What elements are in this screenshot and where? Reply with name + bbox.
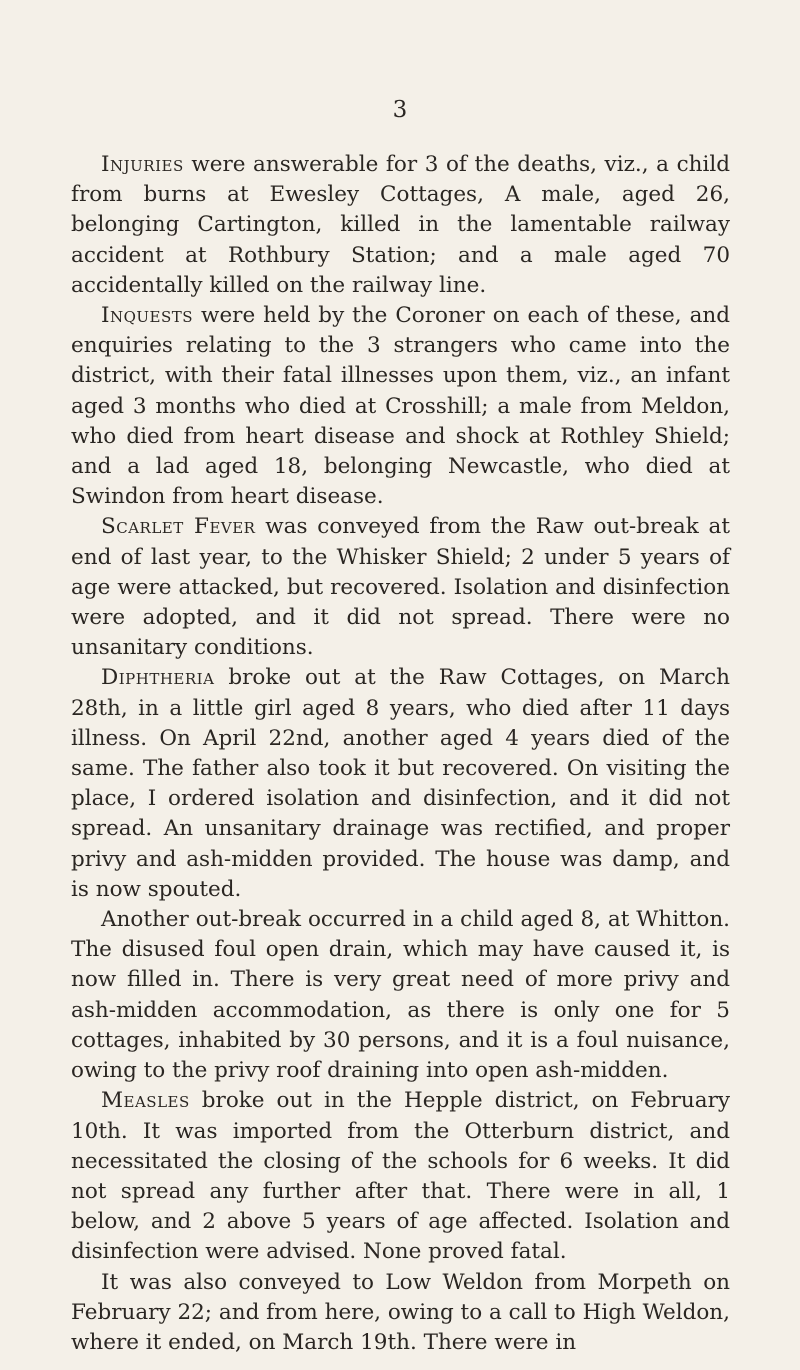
paragraph-lead: Scarlet Fever xyxy=(101,514,256,540)
paragraph-text: Another out-break occurred in a child aged 8, at Whitton. The disused foul open drain, which may have caused it, is now filled in. There is very great need of more privy and ash-midden accommodation, as there is only one for 5 cottages, inhabited by 30 persons, and it is a foul nuisance, owing to the privy roof draining into open ash-midden. xyxy=(71,907,730,1084)
paragraph-text: were held by the Coroner on each of these, and enquiries relating to the 3 strangers who came into the district, with their fatal illnesses upon them, viz., an infant aged 3 months who died at Crosshill; a male from Meldon, who died from heart disease and shock at Rothley Shield; and a lad aged 18, belonging Newcastle, who died at Swindon from heart disease. xyxy=(71,303,730,510)
page-number: 3 xyxy=(392,97,408,123)
paragraph-text: was conveyed from the Raw out-break at end of last year, to the Whisker Shield; 2 under 5 years of age were attacked, but recovered. Isolation and disinfection were adopted, and it did not spread. There were no unsanitary conditions. xyxy=(71,514,731,661)
paragraph-injuries xyxy=(71,150,730,301)
paragraph-scarlet-fever xyxy=(71,512,730,663)
paragraph-lead: Diphtheria xyxy=(101,665,215,691)
paragraph-lead: Measles xyxy=(101,1088,190,1114)
paragraph-inquests xyxy=(71,301,730,512)
paragraph-whitton-outbreak xyxy=(71,905,730,1086)
body-text xyxy=(71,150,730,1358)
paragraph-diphtheria xyxy=(71,663,730,905)
paragraph-text: broke out at the Raw Cottages, on March 28th, in a little girl aged 8 years, who died after 11 days illness. On April 22nd, another aged 4 years died of the same. The father also took it but recovered. On visiting the place, I ordered isolation and disinfection, and it did not spread. An unsanitary drainage was rectified, and proper privy and ash-midden provided. The house was damp, and is now spouted. xyxy=(71,665,730,902)
paragraph-text: It was also conveyed to Low Weldon from Morpeth on February 22; and from here, owing to a call to High Weldon, where it ended, on March 19th. There were in xyxy=(71,1269,730,1355)
paragraph-text: were answerable for 3 of the deaths, viz., a child from burns at Ewesley Cottages, A male, aged 26, belonging Cartington, killed in the lamentable railway accident at Rothbury Station; and a male aged 70 accidentally killed on the railway line. xyxy=(71,152,730,298)
paragraph-low-weldon xyxy=(71,1268,730,1359)
paragraph-lead: Injuries xyxy=(101,152,184,177)
paragraph-measles xyxy=(71,1086,730,1267)
paragraph-lead: Inquests xyxy=(101,303,194,329)
paragraph-text: broke out in the Hepple district, on February 10th. It was imported from the Otterburn district, and necessitated the closing of the schools for 6 weeks. It did not spread any further after that. There were in all, 1 below, and 2 above 5 years of age affected. Isolation and disinfection were advised. None proved fatal. xyxy=(71,1088,730,1265)
